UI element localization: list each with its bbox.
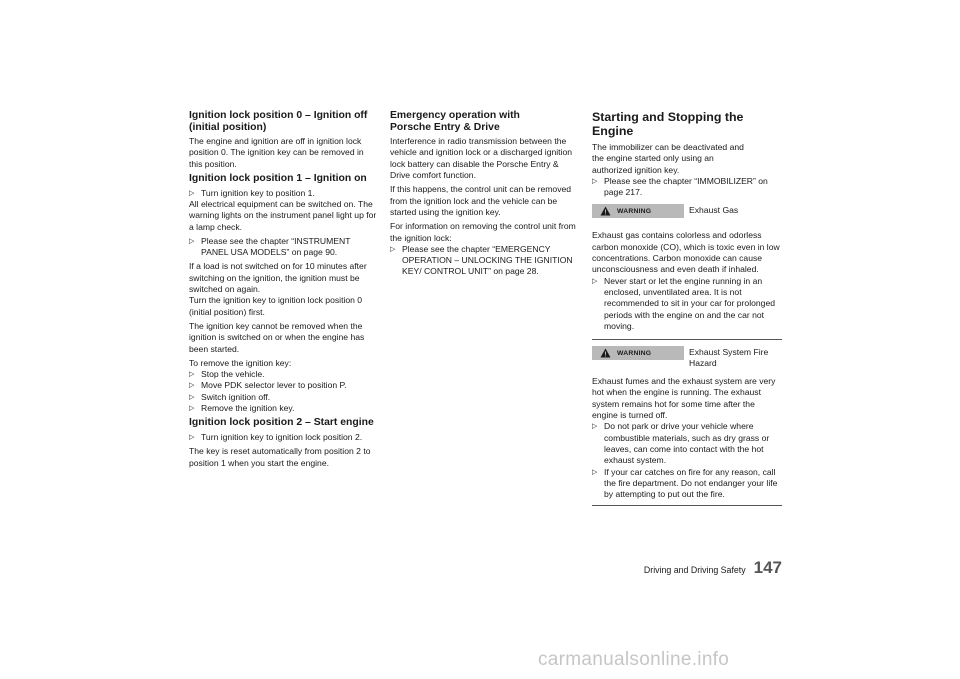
heading-ignition-position-0: Ignition lock position 0 – Ignition off (initial position): [189, 110, 368, 133]
warning-label: WARNING: [617, 349, 652, 357]
watermark: carmanualsonline.info: [538, 649, 730, 670]
bullet-arrow-icon: ▷: [592, 468, 598, 476]
bullet-item: ▷ Stop the vehicle.: [189, 369, 265, 380]
bullet-item: ▷ Do not park or drive your vehicle where combustible materials, such as dry grass or leaves, can come into contact with the hot exhaust system.: [592, 421, 770, 466]
bullet-item: ▷ Please see the chapter “INSTRUMENT PANEL USA MODELS” on page 90.: [189, 235, 351, 258]
bullet-item: ▷ Move PDK selector lever to position P.: [189, 380, 347, 391]
paragraph: The immobilizer can be deactivated and the engine started only using an authorized ignition key.: [592, 142, 744, 175]
bullet-arrow-icon: ▷: [189, 405, 195, 413]
paragraph: Exhaust fumes and the exhaust system are very hot when the engine is running. The exhaust system remains hot for some time after the engine is turned off.: [592, 376, 776, 421]
bullet-item: ▷ Please see the chapter “IMMOBILIZER” on page 217.: [592, 175, 768, 198]
heading-ignition-position-2: Ignition lock position 2 – Start engine: [189, 417, 374, 429]
paragraph: Exhaust gas contains colorless and odorless carbon monoxide (CO), which is toxic even in low concentrations. Carbon monoxide can cause unconsciousness and even death if inhaled.: [592, 230, 780, 275]
bullet-arrow-icon: ▷: [592, 277, 598, 285]
column-right: [592, 110, 782, 512]
warning-title: Exhaust System Fire Hazard: [689, 347, 769, 369]
paragraph: To remove the ignition key:: [189, 357, 292, 368]
column-middle: [390, 110, 580, 278]
bullet-arrow-icon: ▷: [189, 371, 195, 379]
paragraph: Interference in radio transmission between the vehicle and ignition lock or a discharged ignition lock battery can disable the Porsche Entry & Drive comfort function.: [390, 136, 573, 181]
warning-triangle-icon: [600, 206, 611, 216]
section-name: Driving and Driving Safety: [643, 565, 746, 575]
paragraph: If a load is not switched on for 10 minutes after switching on the ignition, the ignition must be switched on again.: [189, 261, 367, 295]
heading-emergency-operation: Emergency operation with Porsche Entry & Drive: [390, 110, 520, 133]
bullet-item: ▷ Turn ignition key to ignition lock position 2.: [189, 431, 363, 442]
bullet-item: ▷ If your car catches on fire for any reason, call the fire department. Do not endanger your life by attempting to put out the fire.: [592, 466, 778, 500]
warning-exhaust-gas: [592, 204, 782, 226]
paragraph: The ignition key cannot be removed when the ignition is switched on or when the engine has been started.: [189, 320, 365, 354]
bullet-arrow-icon: ▷: [592, 423, 598, 431]
bullet-arrow-icon: ▷: [189, 189, 195, 197]
bullet-item: ▷ Please see the chapter “EMERGENCY OPERATION – UNLOCKING THE IGNITION KEY/ CONTROL UNIT” on page 28.: [390, 243, 573, 277]
page-number: 147: [753, 558, 782, 577]
bullet-arrow-icon: ▷: [189, 382, 195, 390]
warning-exhaust-fire: [592, 346, 782, 372]
bullet-item: ▷ Switch ignition off.: [189, 391, 271, 402]
warning-label-box: [592, 204, 684, 218]
bullet-item: ▷ Remove the ignition key.: [189, 403, 295, 414]
paragraph: For information on removing the control unit from the ignition lock:: [390, 221, 576, 243]
bullet-arrow-icon: ▷: [189, 433, 195, 441]
bullet-arrow-icon: ▷: [189, 393, 195, 401]
paragraph: All electrical equipment can be switched on. The warning lights on the instrument panel light up for a lamp check.: [189, 198, 377, 232]
page-footer: [620, 558, 782, 578]
warning-label-box: [592, 346, 684, 360]
bullet-arrow-icon: ▷: [189, 237, 195, 245]
paragraph: If this happens, the control unit can be removed from the ignition lock and the vehicle can be started using the ignition key.: [390, 184, 572, 217]
divider: [592, 339, 782, 340]
bullet-arrow-icon: ▷: [390, 245, 396, 253]
bullet-arrow-icon: ▷: [592, 177, 598, 185]
warning-triangle-icon: [600, 348, 611, 358]
heading-starting-stopping: Starting and Stopping the Engine: [592, 110, 744, 138]
paragraph: Turn the ignition key to ignition lock position 0 (initial position) first.: [189, 295, 363, 317]
warning-title: Exhaust Gas: [689, 205, 739, 216]
column-left: [189, 110, 379, 472]
paragraph: The key is reset automatically from position 2 to position 1 when you start the engine.: [189, 446, 371, 468]
bullet-item: ▷ Turn ignition key to position 1.: [189, 187, 315, 198]
warning-label: WARNING: [617, 207, 652, 215]
heading-ignition-position-1: Ignition lock position 1 – Ignition on: [189, 173, 367, 185]
paragraph: The engine and ignition are off in ignition lock position 0. The ignition key can be removed in this position.: [189, 136, 364, 169]
divider: [592, 505, 782, 506]
bullet-item: ▷ Never start or let the engine running in an enclosed, unventilated area. It is not recommended to sit in your car for prolonged periods with the engine on and the car not moving.: [592, 275, 776, 331]
